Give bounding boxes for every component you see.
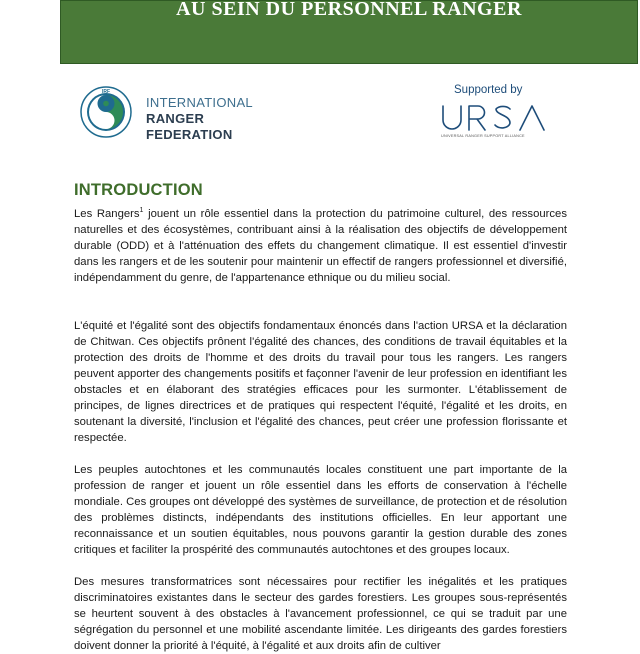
title-banner bbox=[60, 0, 638, 64]
banner-title: AU SEIN DU PERSONNEL RANGER bbox=[176, 0, 522, 20]
ursa-tagline: UNIVERSAL RANGER SUPPORT ALLIANCE bbox=[441, 134, 525, 138]
supported-by-label: Supported by bbox=[454, 84, 523, 96]
paragraph-1-rest: jouent un rôle essentiel dans la protection du patrimoine culturel, des ressources naturelles et des écosystèmes, contribuant ainsi à la réalisation des objectifs de développement durable (ODD) et à l'atténuation des effets du changement climatique. Il est essentiel d'investir dans les rangers et de les soutenir pour maintenir un effectif de rangers professionnel et diversifié, indépendamment du genre, de l'appartenance ethnique ou du milieu social. bbox=[74, 208, 567, 284]
irf-logo-text: IRF bbox=[101, 89, 111, 96]
irf-name-line2: RANGER bbox=[146, 111, 205, 126]
paragraph-4: Des mesures transformatrices sont nécessaires pour rectifier les inégalités et les pratiques discriminatoires existantes dans le secteur des gardes forestiers. Les groupes sous-représentés se heurtent souvent à des obstacles à l'avancement professionnel, ce qui se traduit par une ségrégation du personnel et une mobilité ascendante limitée. Les dirigeants des gardes forestiers doivent donner la priorité à l'équité, à l'égalité et aux droits afin de cultiver bbox=[74, 576, 567, 652]
footnote-ref[interactable]: 1 bbox=[139, 207, 144, 215]
paragraph-1 bbox=[74, 206, 567, 286]
paragraph-3: Les peuples autochtones et les communautés locales constituent une part importante de la profession de ranger et jouent un rôle essentiel dans les efforts de conservation à l'échelle mondiale. Ces groupes ont développé des systèmes de surveillance, de protection et de résolution des problèmes distincts, indépendants des institutions officielles. En leur apportant une reconnaissance et un soutien équitables, nous pouvons garantir la gestion durable des zones critiques et faciliter la prospérité des communautés autochtones et des groupes locaux. bbox=[74, 464, 567, 556]
irf-name-line1: INTERNATIONAL bbox=[146, 95, 253, 110]
paragraph-1-start: Les Rangers bbox=[74, 208, 140, 220]
introduction-heading: INTRODUCTION bbox=[74, 181, 203, 199]
irf-name-line3: FEDERATION bbox=[146, 127, 233, 142]
irf-emblem-icon bbox=[80, 86, 132, 138]
paragraph-2: L'équité et l'égalité sont des objectifs fondamentaux énoncés dans l'action URSA et la déclaration de Chitwan. Ces objectifs prônent l'égalité des chances, des conditions de travail équitables et la protection des droits de l'homme et des droits du travail pour tous les rangers. Les rangers peuvent apporter des changements positifs et façonner l'avenir de leur profession en identifiant les obstacles et en élaborant des stratégies efficaces pour les surmonter. L'établissement de principes, de lignes directrices et de pratiques qui respectent l'équité, l'égalité et les droits, en soutenant la diversité, l'inclusion et l'égalité des chances, peut créer une profession florissante et respectée. bbox=[74, 320, 567, 444]
ursa-logo-icon bbox=[440, 103, 548, 131]
irf-name bbox=[146, 95, 253, 143]
